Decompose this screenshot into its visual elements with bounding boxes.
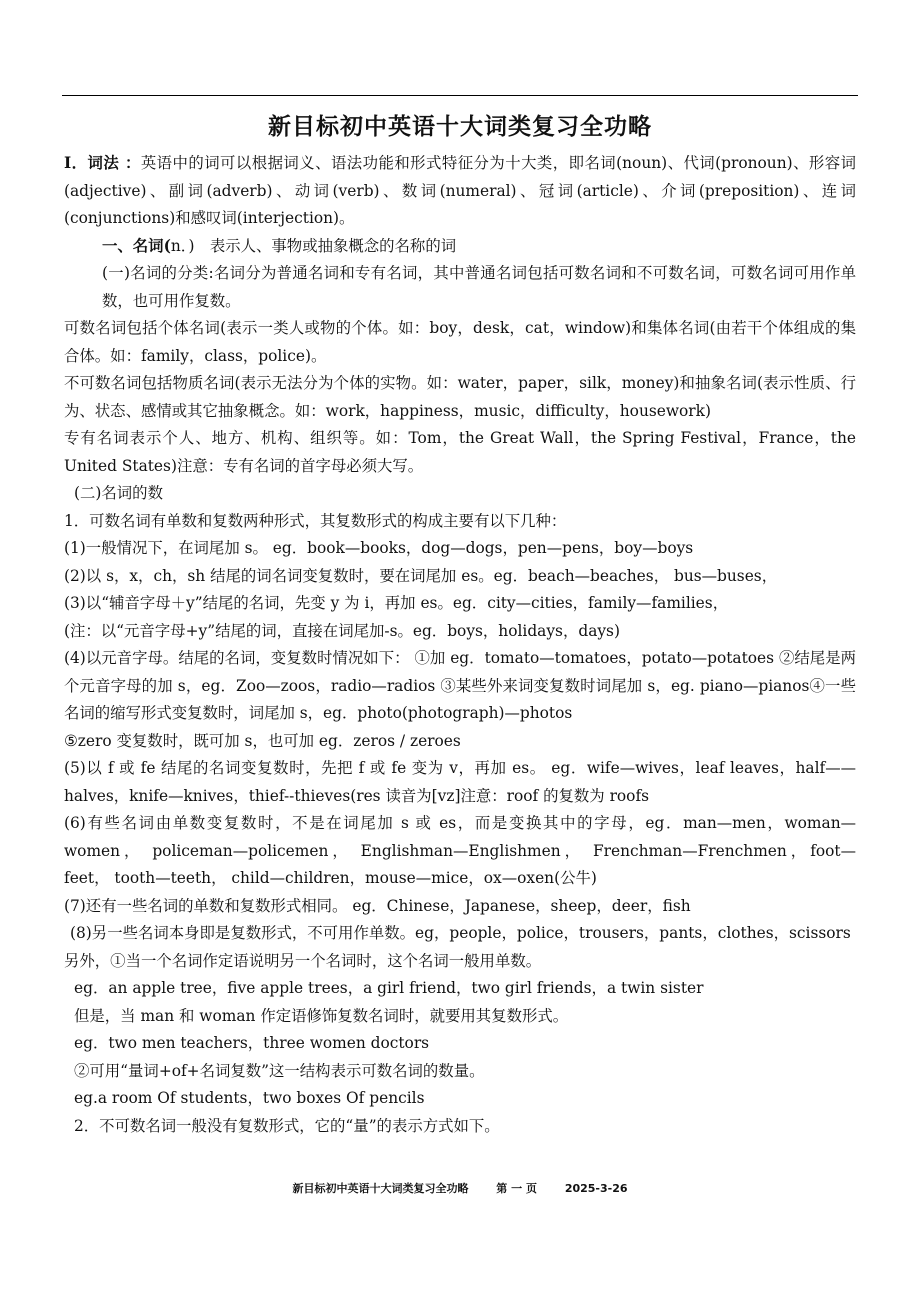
rule-3: (3)以“辅音字母＋y”结尾的名词，先变 y 为 i，再加 es。eg．city—cities，family—families， xyxy=(64,594,729,612)
rule-4-zero: ⑤zero 变复数时，既可加 s，也可加 eg．zeros / zeroes xyxy=(64,731,461,750)
footer-title: 新目标初中英语十大词类复习全功略 xyxy=(292,1182,469,1195)
top-rule xyxy=(62,95,858,96)
page-title: 新目标初中英语十大词类复习全功略 xyxy=(268,114,652,140)
noun-heading-rest: n．) 表示人、事物或抽象概念的名称的词 xyxy=(170,236,457,255)
note-1: 另外，①当一个名词作定语说明另一个名词时，这个名词一般用单数。 xyxy=(64,951,542,970)
footer-page-number: 第 一 页 xyxy=(496,1182,537,1195)
uncountable-paragraph: 不可数名词包括物质名词(表示无法分为个体的实物。如：water，paper，silk，money)和抽象名词(表示性质、行为、状态、感情或其它抽象概念。如：work，happiness，music，difficulty，housework) xyxy=(64,374,856,420)
note-1-but-example: eg．two men teachers，three women doctors xyxy=(74,1034,430,1052)
rule-7: (7)还有一些名词的单数和复数形式相同。 eg．Chinese，Japanese，sheep，deer，fish xyxy=(64,896,691,915)
note-1-example: eg．an apple tree，five apple trees，a girl friend，two girl friends，a twin sister xyxy=(74,979,704,997)
rule-4: (4)以元音字母。结尾的名词，变复数时情况如下： ①加 eg．tomato—tomatoes，potato—potatoes ②结尾是两个元音字母的加 s，eg．Zoo—zoos，radio—radios ③某些外来词变复数时词尾加 s，eg. piano—pianos④一些名词的缩写形式变复数时，词尾加 s，eg．photo(photograph)—photos xyxy=(64,649,856,722)
rule-8: (8)另一些名词本身即是复数形式，不可用作单数。eg，people，police，trousers，pants，clothes，scissors xyxy=(70,924,851,942)
number-heading: (二)名词的数 xyxy=(74,484,163,502)
rule-3-note: (注：以“元音字母+y”结尾的词，直接在词尾加-s。eg．boys，holidays，days) xyxy=(64,621,620,640)
rule-5: (5)以 f 或 fe 结尾的名词变复数时，先把 f 或 fe 变为 v，再加 es。 eg．wife—wives，leaf leaves，half——halves，knife—knives，thief--thieves(res 读音为[vz]注意：roof 的复数为 roofs xyxy=(64,759,856,805)
countable-paragraph: 可数名词包括个体名词(表示一类人或物的个体。如：boy，desk，cat，window)和集体名词(由若干个体组成的集合体。如：family，class，police)。 xyxy=(64,319,856,365)
rule-6: (6)有些名词由单数变复数时，不是在词尾加 s 或 es，而是变换其中的字母，eg．man—men，woman—women， policeman—policemen， Englishman—Englishmen， Frenchman—Frenchmen，foot—feet， tooth—teeth， child—children，mouse—mice，ox—oxen(公牛) xyxy=(64,814,856,887)
intro-paragraph xyxy=(64,150,856,233)
noun-heading xyxy=(64,233,856,261)
rule-2: (2)以 s，x，ch，sh 结尾的词名词变复数时，要在词尾加 es。eg．beach—beaches， bus—buses， xyxy=(64,566,778,585)
section-label: I．词法 ： xyxy=(64,154,141,172)
uncountable-rule: 2．不可数名词一般没有复数形式，它的“量”的表示方式如下。 xyxy=(74,1116,500,1135)
note-2: ②可用“量词+of+名词复数”这一结构表示可数名词的数量。 xyxy=(74,1061,485,1080)
note-2-example: eg.a room Of students，two boxes Of pencils xyxy=(74,1089,425,1107)
classification-paragraph: (一)名词的分类:名词分为普通名词和专有名词，其中普通名词包括可数名词和不可数名词，可数名词可用作单数，也可用作复数。 xyxy=(102,264,856,310)
intro-text: 英语中的词可以根据词义、语法功能和形式特征分为十大类，即名词(noun)、代词(pronoun)、形容词(adjective)、副词(adverb)、动词(verb)、数词(numeral)、冠词(article)、介词(preposition)、连词(conjunctions)和感叹词(interjection)。 xyxy=(64,154,857,227)
noun-heading-bold: 一、名词( xyxy=(102,236,171,255)
proper-noun-paragraph: 专有名词表示个人、地方、机构、组织等。如：Tom，the Great Wall，the Spring Festival，France，the United States)注意：专有名词的首字母必须大写。 xyxy=(64,429,856,475)
document-body xyxy=(64,150,856,1140)
page-footer xyxy=(0,1180,920,1196)
footer-date: 2025-3-26 xyxy=(564,1182,628,1195)
rule-intro: 1．可数名词有单数和复数两种形式，其复数形式的构成主要有以下几种： xyxy=(64,511,567,530)
note-1-but: 但是，当 man 和 woman 作定语修饰复数名词时，就要用其复数形式。 xyxy=(74,1006,569,1025)
rule-1: (1)一般情况下，在词尾加 s。 eg．book—books，dog—dogs，pen—pens，boy—boys xyxy=(64,539,694,557)
